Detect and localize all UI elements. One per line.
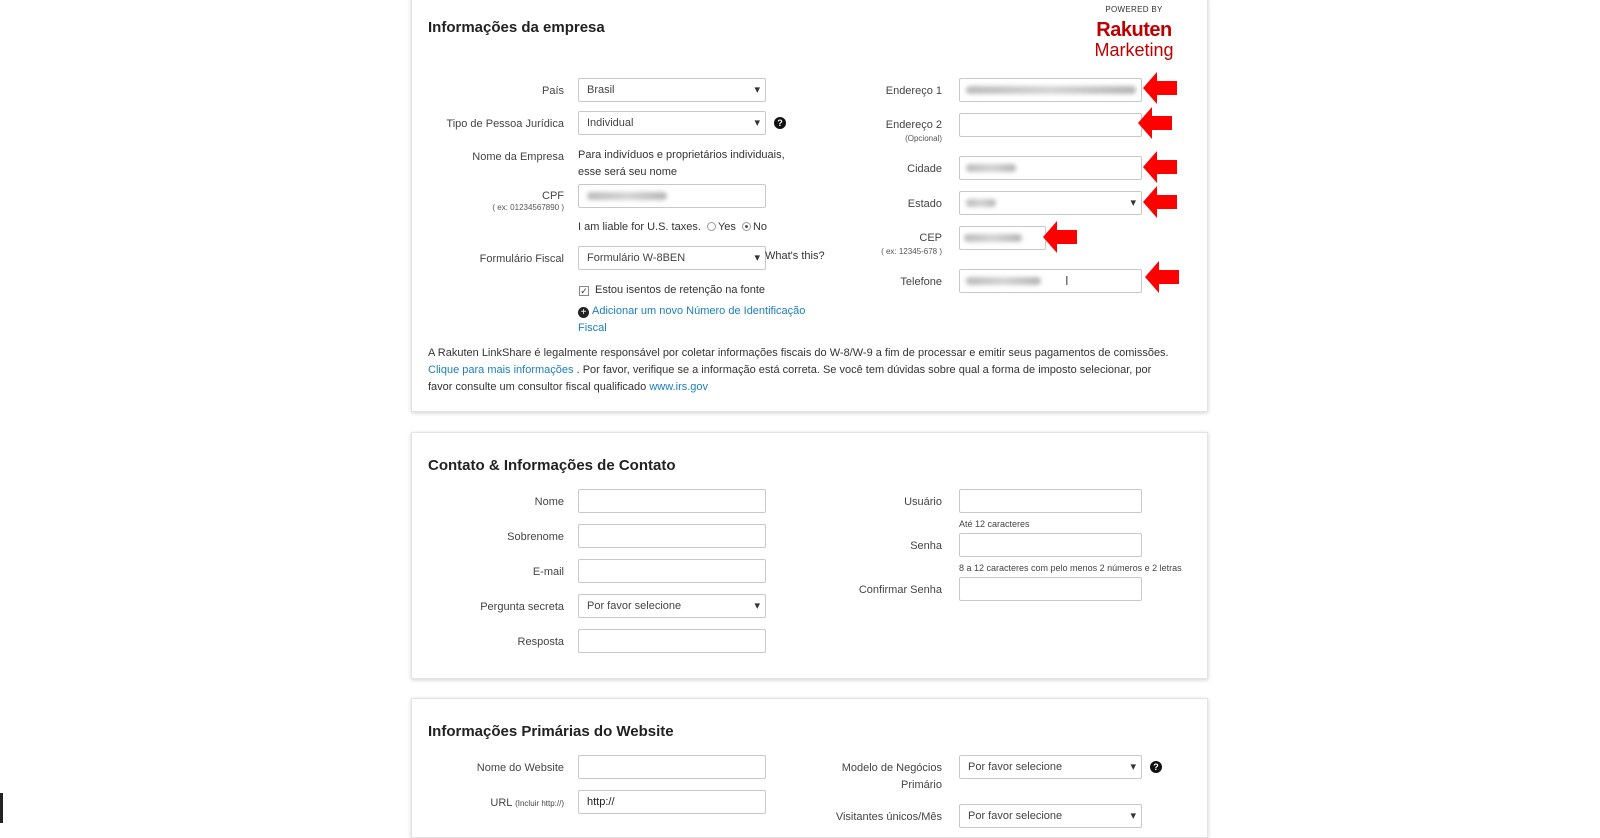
help-icon[interactable]: ? — [774, 117, 786, 129]
entity-type-select[interactable] — [578, 111, 766, 135]
cpf-label-text: CPF — [542, 190, 564, 202]
first-name-input[interactable] — [578, 489, 766, 513]
contact-card — [411, 432, 1208, 679]
confirm-password-input[interactable] — [959, 577, 1142, 601]
site-name-label: Nome do Website — [476, 762, 564, 774]
country-select[interactable] — [578, 78, 766, 102]
disclaimer-text-1: A Rakuten LinkShare é legalmente responsável por coletar informações fiscais do W-8/W-9 a fim de processar e emitir seus pagamentos de comissões. — [428, 347, 1169, 359]
phone-label: Telefone — [900, 276, 942, 288]
disclaimer-text-2: . Por favor, verifique se a informação está correta. Se você tem dúvidas sobre qual a forma de imposto selecionar, por favor consulte um consultor fiscal qualificado — [428, 364, 1152, 393]
tax-form-label: Formulário Fiscal — [479, 253, 564, 265]
state-select[interactable] — [959, 191, 1142, 215]
state-label: Estado — [907, 198, 942, 210]
redacted-cep — [964, 234, 1022, 242]
no-radio[interactable] — [742, 222, 751, 231]
red-arrow-icon — [1143, 151, 1177, 183]
window-edge — [0, 793, 3, 823]
business-model-value: Por favor selecione — [968, 761, 1063, 773]
url-value: http:// — [587, 796, 615, 808]
website-title: Informações Primárias do Website — [428, 723, 674, 740]
exempt-label: Estou isentos de retenção na fonte — [595, 284, 766, 296]
password-hint: 8 a 12 caracteres com pelo menos 2 números e 2 letras — [959, 563, 1182, 573]
city-input[interactable] — [959, 156, 1142, 180]
redacted-phone — [966, 277, 1041, 285]
contact-title: Contato & Informações de Contato — [428, 457, 676, 474]
password-label: Senha — [910, 540, 942, 552]
confirm-password-label: Confirmar Senha — [858, 584, 942, 596]
help-icon[interactable]: ? — [1150, 761, 1162, 773]
text-cursor-icon: I — [1065, 273, 1069, 288]
optional-note: (Opcional) — [905, 134, 942, 143]
country-value: Brasil — [587, 84, 615, 96]
red-arrow-icon — [1138, 107, 1172, 139]
url-label-text: URL — [490, 797, 513, 809]
add-tax-id-line1[interactable]: Adicionar um novo Número de Identificação — [592, 305, 806, 317]
brand-rakuten: Rakuten — [1096, 19, 1172, 41]
username-input[interactable] — [959, 489, 1142, 513]
tax-form-value: Formulário W-8BEN — [587, 252, 686, 264]
more-info-link[interactable]: Clique para mais informações — [428, 364, 574, 376]
url-input[interactable] — [578, 790, 766, 814]
visitors-value: Por favor selecione — [968, 810, 1063, 822]
last-name-label: Sobrenome — [507, 531, 564, 543]
cep-label-text: CEP — [919, 232, 942, 244]
city-label: Cidade — [907, 163, 942, 175]
visitors-label: Visitantes únicos/Mês — [835, 811, 942, 823]
redacted-state — [966, 199, 996, 207]
address1-input[interactable] — [959, 78, 1142, 102]
red-arrow-icon — [1145, 261, 1179, 293]
redacted-address1 — [966, 86, 1136, 94]
email-input[interactable] — [578, 559, 766, 583]
secret-question-select[interactable] — [578, 594, 766, 618]
cpf-example: ( ex: 01234567890 ) — [492, 203, 564, 212]
company-name-note-line2: esse será seu nome — [578, 166, 678, 178]
password-input[interactable] — [959, 533, 1142, 557]
email-label: E-mail — [532, 566, 564, 578]
redacted-cpf — [587, 192, 667, 200]
company-info-title: Informações da empresa — [428, 19, 605, 36]
brand-marketing: Marketing — [1094, 40, 1174, 60]
yes-radio[interactable] — [707, 222, 716, 231]
cep-input[interactable] — [959, 226, 1046, 250]
website-card — [411, 698, 1208, 838]
country-label: País — [541, 85, 564, 97]
business-model-label-line1: Modelo de Negócios — [841, 762, 942, 774]
username-hint: Até 12 caracteres — [959, 519, 1030, 529]
url-label — [364, 797, 564, 809]
yes-label: Yes — [717, 221, 736, 233]
url-note: (Incluir http://) — [515, 799, 564, 808]
no-label: No — [752, 221, 768, 233]
address2-input[interactable] — [959, 113, 1142, 137]
last-name-input[interactable] — [578, 524, 766, 548]
exempt-checkbox[interactable]: ✓ — [580, 286, 588, 296]
add-tax-id-line2[interactable]: Fiscal — [578, 322, 607, 334]
address1-label: Endereço 1 — [885, 85, 942, 97]
address2-label — [742, 118, 942, 146]
cpf-label — [364, 190, 564, 214]
tax-form-select[interactable] — [578, 246, 766, 270]
username-label: Usuário — [904, 496, 942, 508]
address2-label-text: Endereço 2 — [885, 119, 942, 131]
add-tax-id-link[interactable] — [578, 303, 818, 337]
first-name-label: Nome — [534, 496, 564, 508]
plus-circle-icon: + — [578, 307, 589, 318]
whats-this-link[interactable]: What's this? — [765, 250, 825, 262]
redacted-city — [966, 164, 1016, 172]
cep-example: ( ex: 12345-678 ) — [881, 247, 942, 256]
business-model-label-line2: Primário — [901, 779, 942, 791]
entity-type-value: Individual — [587, 117, 634, 129]
cep-label — [742, 231, 942, 259]
phone-input[interactable] — [959, 269, 1142, 293]
red-arrow-icon — [1143, 186, 1177, 218]
red-arrow-icon — [1143, 72, 1177, 104]
tax-disclaimer — [428, 345, 1174, 396]
company-name-label: Nome da Empresa — [472, 151, 564, 163]
entity-type-label: Tipo de Pessoa Jurídica — [446, 118, 564, 130]
irs-link[interactable]: www.irs.gov — [649, 381, 709, 393]
rakuten-logo — [1074, 5, 1194, 60]
cpf-input[interactable] — [578, 184, 766, 208]
business-model-label — [742, 760, 942, 794]
us-taxes-label: I am liable for U.S. taxes. — [578, 221, 701, 233]
powered-by-text: POWERED BY — [1105, 5, 1163, 14]
company-info-card — [411, 0, 1208, 412]
answer-label: Resposta — [517, 636, 564, 648]
business-model-select[interactable] — [959, 755, 1142, 779]
secret-question-value: Por favor selecione — [587, 600, 682, 612]
visitors-select[interactable] — [959, 804, 1142, 828]
site-name-input[interactable] — [578, 755, 766, 779]
company-name-note-line1: Para indivíduos e proprietários individuais, — [578, 149, 785, 161]
answer-input[interactable] — [578, 629, 766, 653]
secret-question-label: Pergunta secreta — [480, 601, 564, 613]
red-arrow-icon — [1043, 221, 1077, 253]
